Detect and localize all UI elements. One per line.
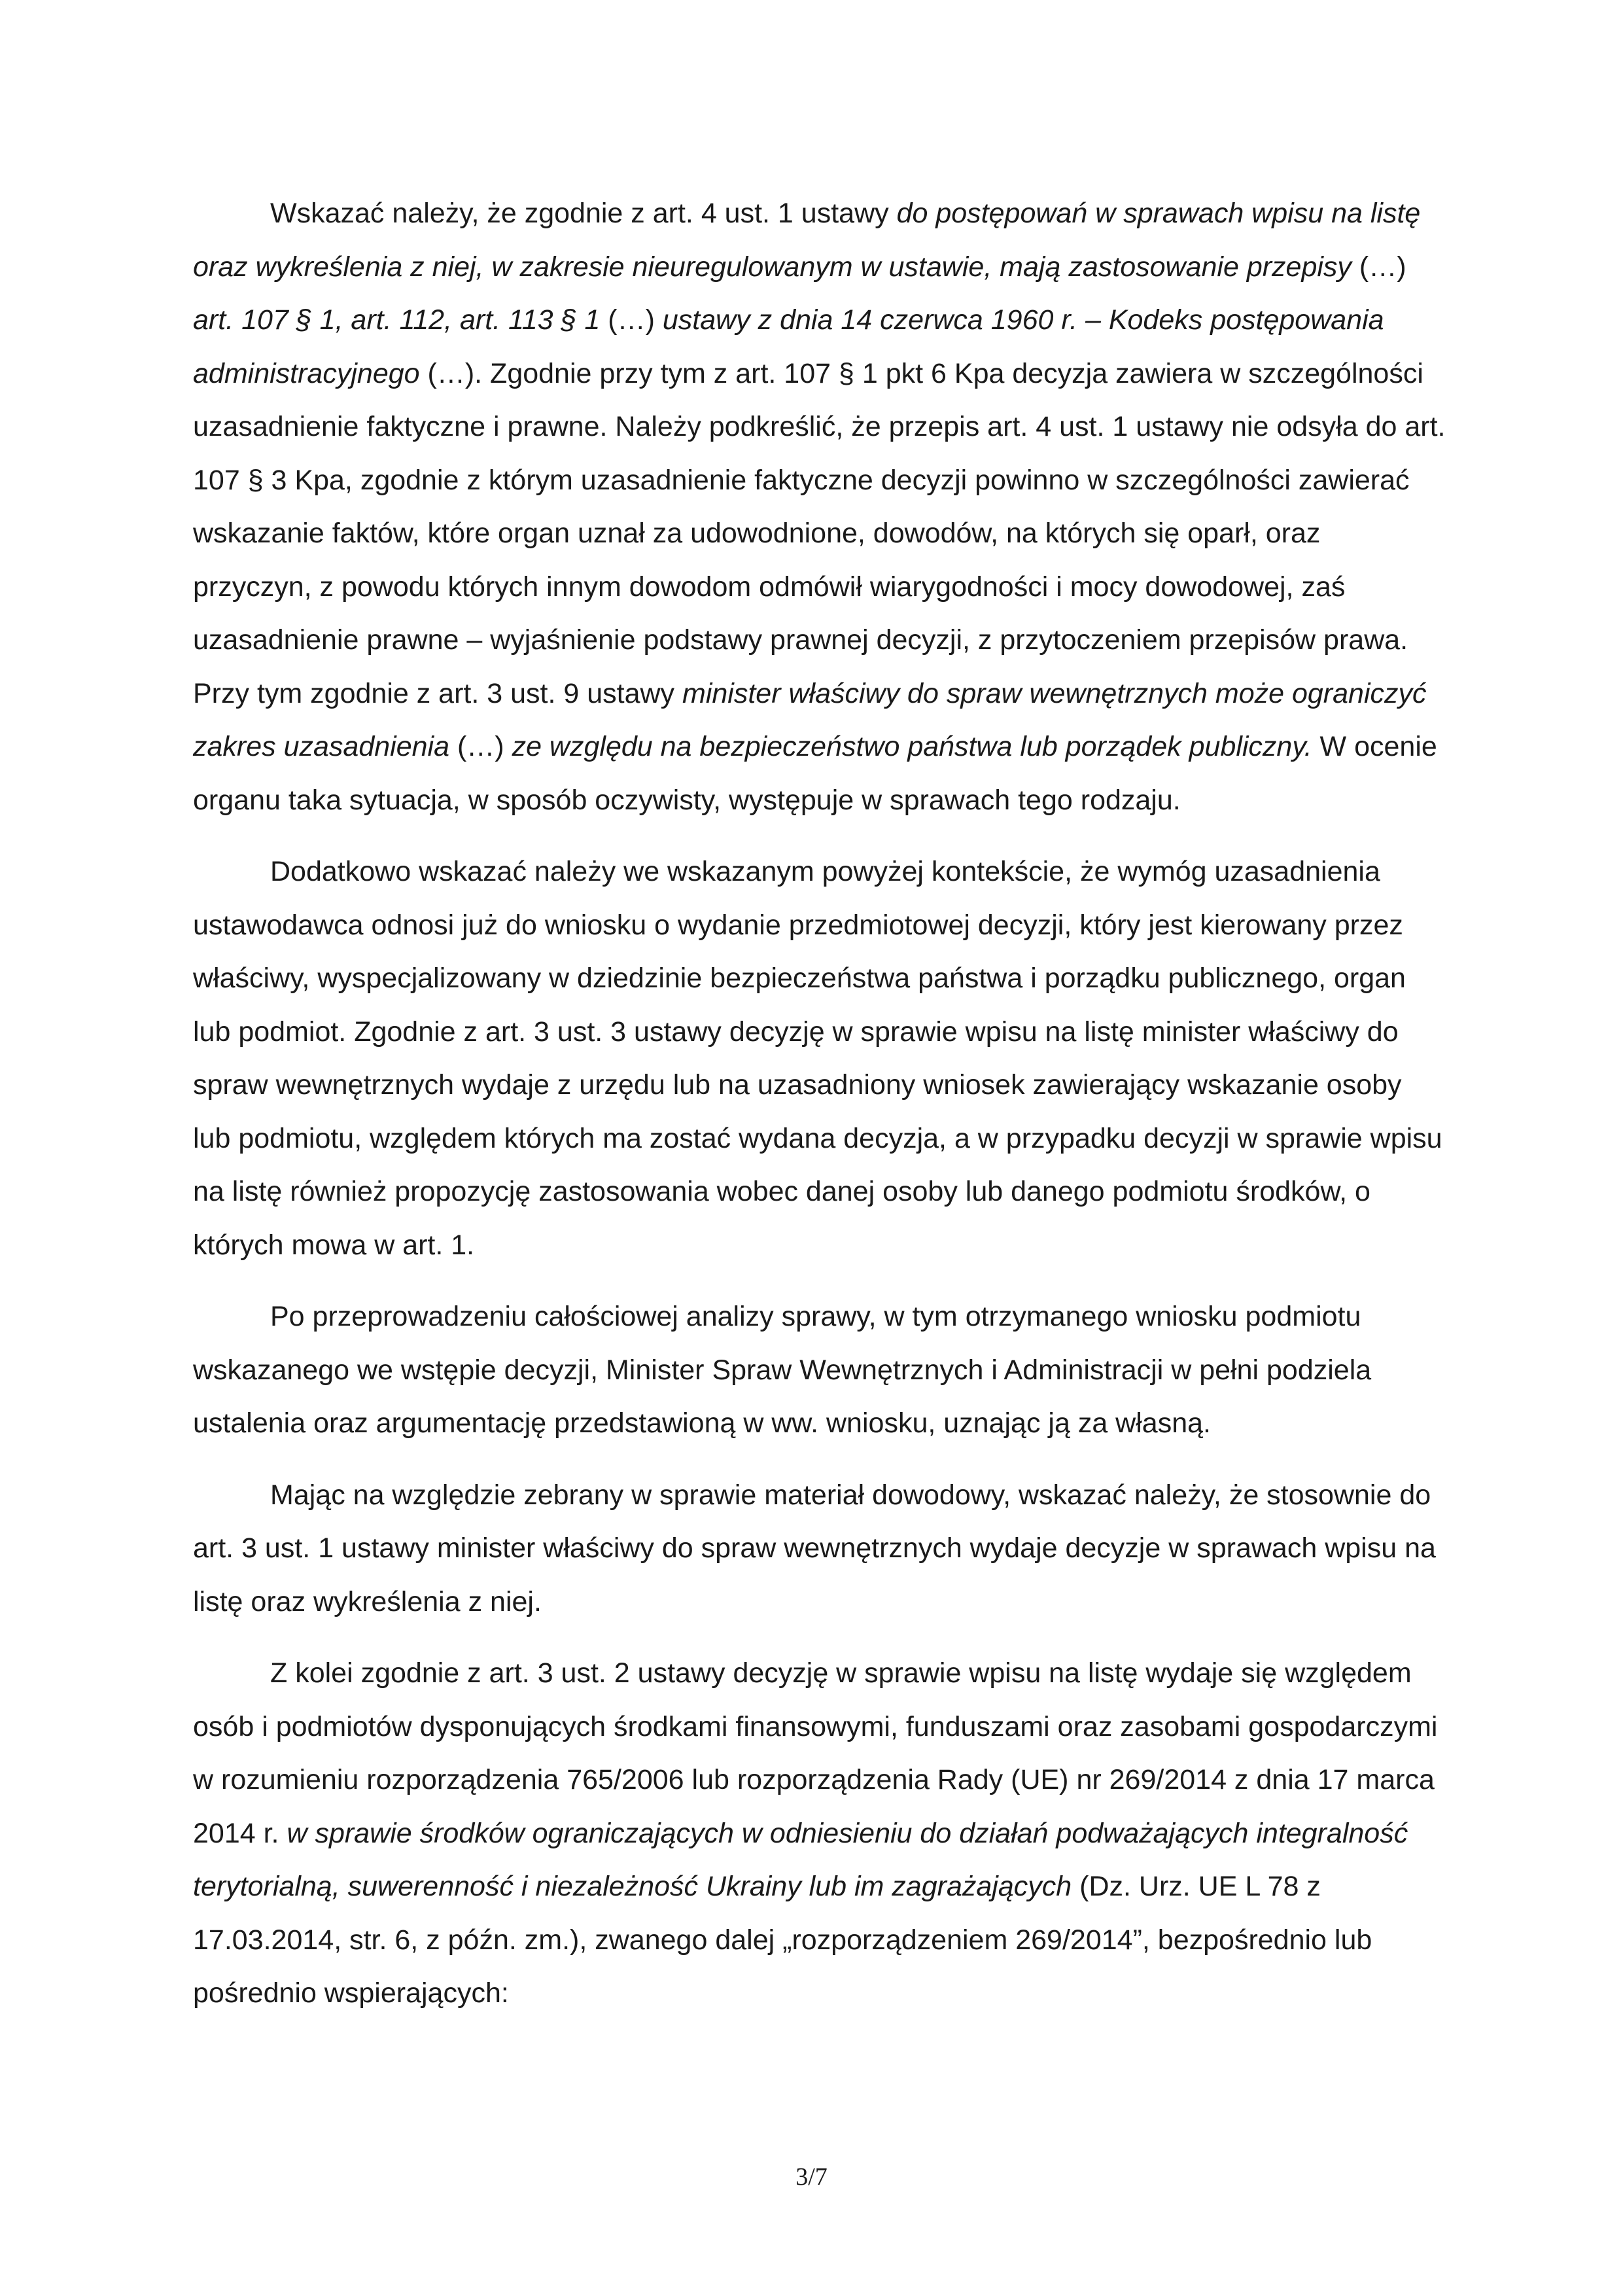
text-run: (…) [608, 304, 663, 336]
italic-run: do postępowań w sprawach wpisu na listę oraz wykreślenia z niej, w zakresie nieuregulowanym w ustawie, mają zastosowanie przepisy [193, 198, 1421, 283]
paragraph-2 [193, 845, 1446, 1272]
text-run: (…). Zgodnie przy tym z art. 107 § 1 pkt 6 Kpa decyzja zawiera w szczególności uzasadnienie faktyczne i prawne. Należy podkreślić, że przepis art. 4 ust. 1 ustawy nie odsyła do art. 107 § 3 Kpa, zgodnie z którym uzasadnienie faktyczne decyzji powinno w szczególności zawierać wskazanie faktów, które organ uznał za udowodnione, dowodów, na których się oparł, oraz przyczyn, z powodu których innym dowodom odmówił wiarygodności i mocy dowodowej, zaś uzasadnienie prawne – wyjaśnienie podstawy prawnej decyzji, z przytoczeniem przepisów prawa. Przy tym zgodnie z art. 3 ust. 9 ustawy [193, 357, 1446, 709]
text-run: Dodatkowo wskazać należy we wskazanym powyżej kontekście, że wymóg uzasadnienia ustawodawca odnosi już do wniosku o wydanie przedmiotowej decyzji, który jest kierowany przez właściwy, wyspecjalizowany w dziedzinie bezpieczeństwa państwa i porządku publicznego, organ lub podmiot. Zgodnie z art. 3 ust. 3 ustawy decyzję w sprawie wpisu na listę minister właściwy do spraw wewnętrznych wydaje z urzędu lub na uzasadniony wniosek zawierający wskazanie osoby lub podmiotu, względem których ma zostać wydana decyzja, a w przypadku decyzji w sprawie wpisu na listę również propozycję zastosowania wobec danej osoby lub danego podmiotu środków, o których mowa w art. 1. [193, 856, 1442, 1261]
italic-run: art. 107 § 1, art. 112, art. 113 § 1 [193, 304, 608, 336]
text-run: Wskazać należy, że zgodnie z art. 4 ust. 1 ustawy [270, 198, 897, 229]
paragraph-3 [193, 1290, 1446, 1451]
paragraph-1 [193, 187, 1446, 827]
text-run: (Dz. Urz. UE L 78 z 17.03.2014, str. 6, z późn. zm.), zwanego dalej „rozporządzeniem 269/2014”, bezpośrednio lub pośrednio wspierających: [193, 1871, 1372, 2009]
text-run: (…) [457, 731, 512, 762]
text-run: Po przeprowadzeniu całościowej analizy sprawy, w tym otrzymanego wniosku podmiotu wskazanego we wstępie decyzji, Minister Spraw Wewnętrznych i Administracji w pełni podziela ustalenia oraz argumentację przedstawioną w ww. wniosku, uznając ją za własną. [193, 1301, 1372, 1439]
page-number: 3/7 [795, 2163, 828, 2191]
italic-run: ustawy z dnia 14 czerwca 1960 r. – Kodeks postępowania administracyjnego [193, 304, 1384, 389]
italic-run: minister właściwy do spraw wewnętrznych może ograniczyć zakres uzasadnienia [193, 677, 1427, 762]
document-body [193, 187, 1446, 2039]
text-run: (…) [1359, 251, 1406, 283]
paragraph-4 [193, 1469, 1446, 1629]
italic-run: w sprawie środków ograniczających w odniesieniu do działań podważających integralność terytorialną, suwerenność i niezależność Ukrainy lub im zagrażających [193, 1817, 1408, 1902]
paragraph-5 [193, 1647, 1446, 2021]
text-run: W ocenie organu taka sytuacja, w sposób oczywisty, występuje w sprawach tego rodzaju. [193, 731, 1437, 816]
text-run: Mając na względzie zebrany w sprawie materiał dowodowy, wskazać należy, że stosownie do art. 3 ust. 1 ustawy minister właściwy do spraw wewnętrznych wydaje decyzje w sprawach wpisu na listę oraz wykreślenia z niej. [193, 1479, 1436, 1617]
italic-run: ze względu na bezpieczeństwo państwa lub porządek publiczny. [512, 731, 1312, 762]
text-run: Z kolei zgodnie z art. 3 ust. 2 ustawy decyzję w sprawie wpisu na listę wydaje się względem osób i podmiotów dysponujących środkami finansowymi, funduszami oraz zasobami gospodarczymi w rozumieniu rozporządzenia 765/2006 lub rozporządzenia Rady (UE) nr 269/2014 z dnia 17 marca 2014 r. [193, 1657, 1438, 1849]
